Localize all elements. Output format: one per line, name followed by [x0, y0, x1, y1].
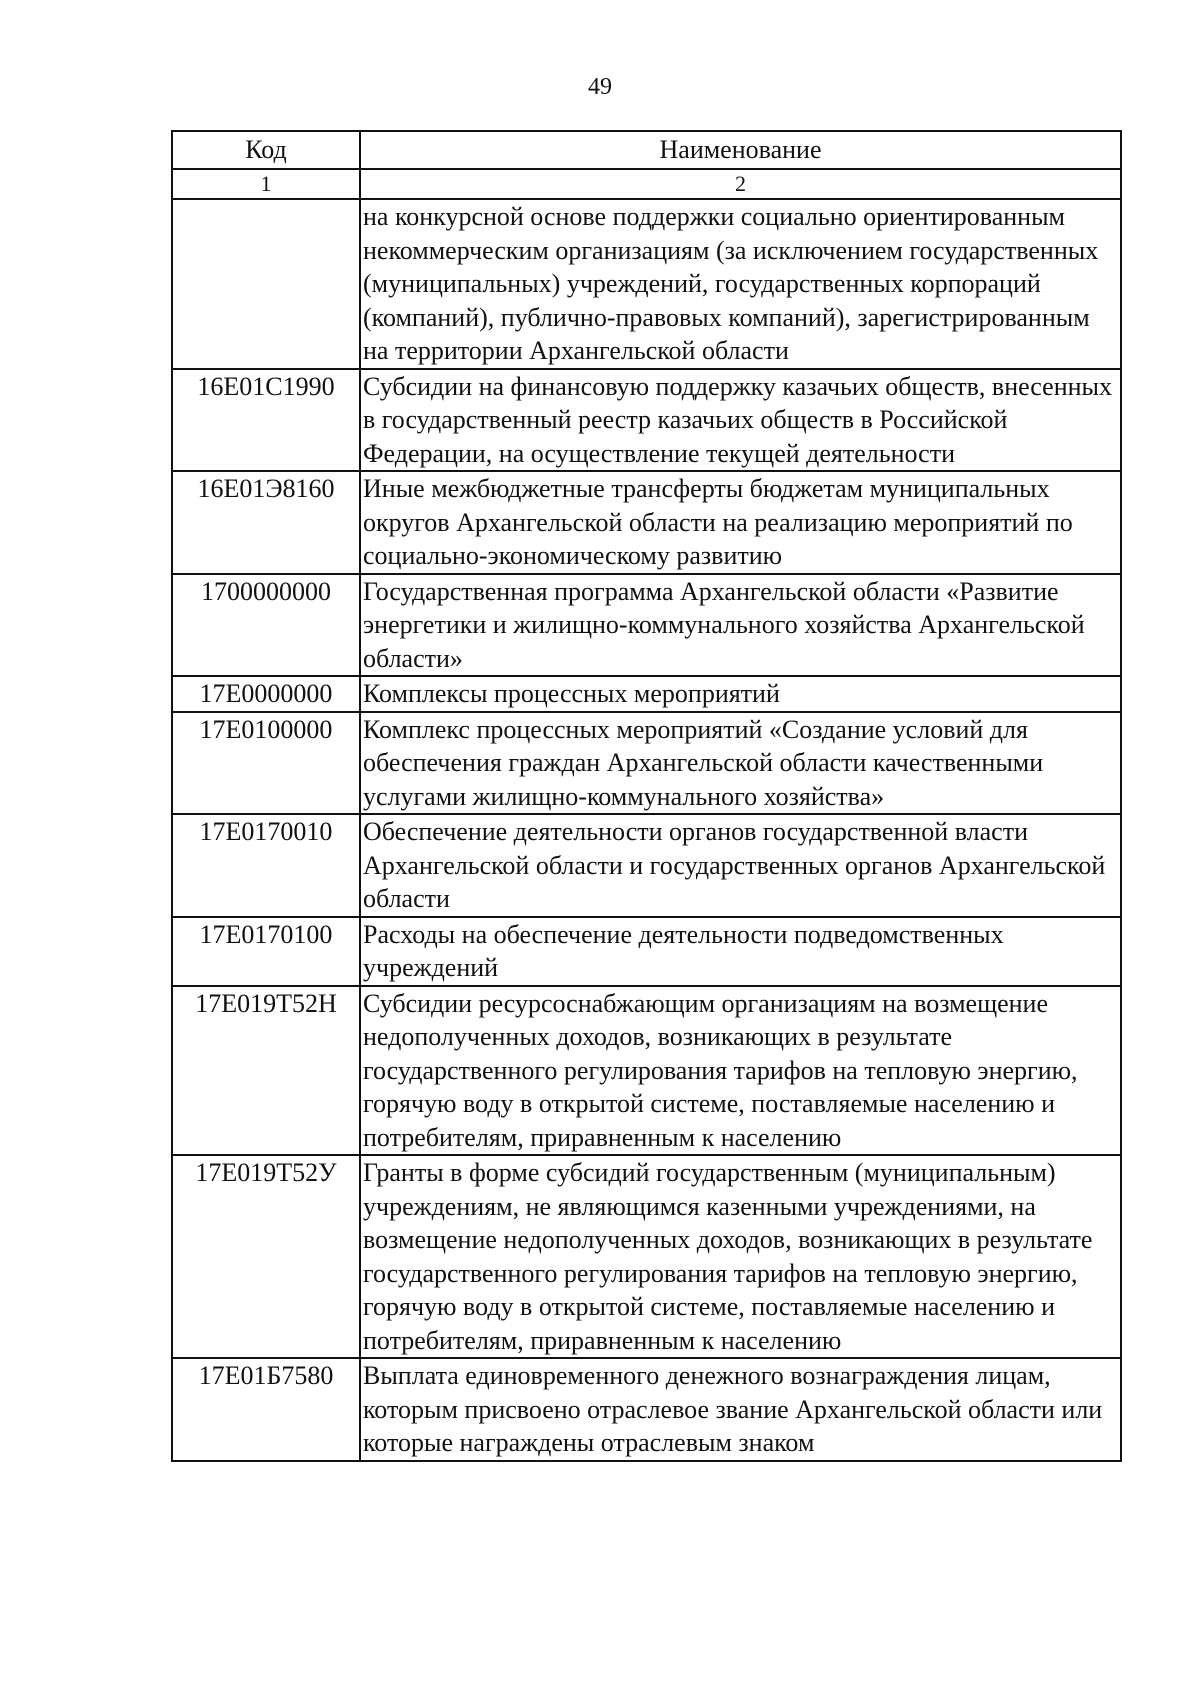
row-code: 17Е0170100 — [172, 917, 360, 986]
row-name: Государственная программа Архангельской области «Развитие энергетики и жилищно-коммунального хозяйства Архангельской области» — [360, 574, 1121, 677]
row-code: 17Е01Б7580 — [172, 1358, 360, 1461]
table-row — [172, 1358, 1121, 1461]
row-name: Субсидии ресурсоснабжающим организациям на возмещение недополученных доходов, возникающих в результате государственного регулирования тарифов на тепловую энергию, горячую воду в открытой системе, поставляемые населению и потребителям, приравненным к населению — [360, 986, 1121, 1156]
row-name: Комплекс процессных мероприятий «Создание условий для обеспечения граждан Архангельской области качественными услугами жилищно-коммунального хозяйства» — [360, 712, 1121, 815]
row-code: 17Е0170010 — [172, 814, 360, 917]
row-code: 17Е019Т52Н — [172, 986, 360, 1156]
table-row — [172, 814, 1121, 917]
table-row — [172, 574, 1121, 677]
row-code: 16Е01Э8160 — [172, 471, 360, 574]
row-name: Обеспечение деятельности органов государственной власти Архангельской области и государственных органов Архангельской области — [360, 814, 1121, 917]
column-number-row — [172, 169, 1121, 199]
row-name: Субсидии на финансовую поддержку казачьих обществ, внесенных в государственный реестр казачьих обществ в Российской Федерации, на осуществление текущей деятельности — [360, 369, 1121, 472]
row-code: 1700000000 — [172, 574, 360, 677]
page-number: 49 — [588, 74, 612, 100]
table-row — [172, 1155, 1121, 1358]
budget-classification-table — [171, 130, 1122, 1462]
row-name: Комплексы процессных мероприятий — [360, 676, 1121, 712]
row-code: 16Е01С1990 — [172, 369, 360, 472]
row-name: Расходы на обеспечение деятельности подведомственных учреждений — [360, 917, 1121, 986]
header-code: Код — [172, 131, 360, 169]
row-code: 17Е019Т52У — [172, 1155, 360, 1358]
row-name: Гранты в форме субсидий государственным (муниципальным) учреждениям, не являющимся казенными учреждениями, на возмещение недополученных доходов, возникающих в результате государственного регулирования тарифов на тепловую энергию, горячую воду в открытой системе, поставляемые населению и потребителям, приравненным к населению — [360, 1155, 1121, 1358]
row-name: на конкурсной основе поддержки социально ориентированным некоммерческим организациям (за исключением государственных (муниципальных) учреждений, государственных корпораций (компаний), публично-правовых компаний), зарегистрированным на территории Архангельской области — [360, 199, 1121, 369]
table-row — [172, 986, 1121, 1156]
table-row — [172, 712, 1121, 815]
table-row — [172, 369, 1121, 472]
table-row — [172, 917, 1121, 986]
table-row — [172, 199, 1121, 369]
table-row — [172, 676, 1121, 712]
table-row — [172, 471, 1121, 574]
row-name: Иные межбюджетные трансферты бюджетам муниципальных округов Архангельской области на реализацию мероприятий по социально-экономическому развитию — [360, 471, 1121, 574]
table-header-row — [172, 131, 1121, 169]
column-number-1: 1 — [172, 169, 360, 199]
row-code: 17Е0100000 — [172, 712, 360, 815]
column-number-2: 2 — [360, 169, 1121, 199]
row-code: 17Е0000000 — [172, 676, 360, 712]
row-code — [172, 199, 360, 369]
header-name: Наименование — [360, 131, 1121, 169]
row-name: Выплата единовременного денежного вознаграждения лицам, которым присвоено отраслевое звание Архангельской области или которые награждены отраслевым знаком — [360, 1358, 1121, 1461]
